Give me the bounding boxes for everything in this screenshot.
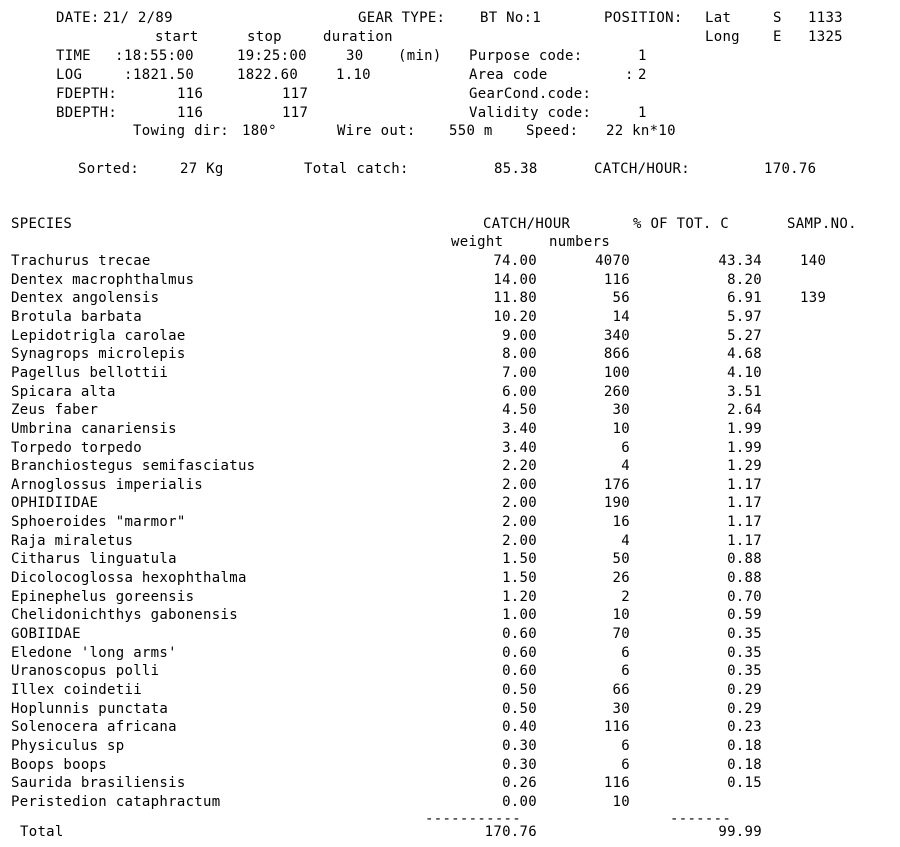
pct-value: 0.18 xyxy=(727,738,762,754)
numbers-value: 50 xyxy=(612,551,630,567)
species-name: Chelidonichthys gabonensis xyxy=(11,607,238,623)
total-catch-label: Total catch: xyxy=(304,161,409,177)
numbers-value: 116 xyxy=(603,272,630,288)
weight-value: 0.50 xyxy=(502,701,537,717)
numbers-value: 16 xyxy=(612,514,630,530)
species-name: Dicolocoglossa hexophthalma xyxy=(11,570,247,586)
towing-label: Towing dir: xyxy=(133,123,230,139)
numbers-value: 6 xyxy=(621,440,630,456)
time-start: 18:55:00 xyxy=(124,48,194,64)
area-value: 2 xyxy=(638,67,647,83)
numbers-value: 6 xyxy=(621,663,630,679)
speed-label: Speed: xyxy=(526,123,579,139)
numbers-value: 866 xyxy=(603,346,630,362)
numbers-value: 10 xyxy=(612,421,630,437)
towing-value: 180° xyxy=(242,123,277,139)
numbers-value: 26 xyxy=(612,570,630,586)
sorted-label: Sorted: xyxy=(78,161,140,177)
pct-value: 43.34 xyxy=(718,253,762,269)
weight-value: 0.60 xyxy=(502,645,537,661)
colon-mark: : xyxy=(625,67,634,83)
numbers-value: 10 xyxy=(612,794,630,810)
long-hemisphere: E xyxy=(773,29,782,45)
pct-total-rule: ------- xyxy=(670,811,732,827)
sample-number-header: SAMP.NO. xyxy=(787,216,857,232)
numbers-value: 100 xyxy=(603,365,630,381)
date-value: 21/ 2/89 xyxy=(103,10,173,26)
weight-value: 0.40 xyxy=(502,719,537,735)
species-name: Pagellus bellottii xyxy=(11,365,169,381)
catch-per-hour-value: 170.76 xyxy=(764,161,817,177)
species-name: Lepidotrigla carolae xyxy=(11,328,186,344)
numbers-value: 30 xyxy=(612,701,630,717)
weight-value: 11.80 xyxy=(493,290,537,306)
species-name: Synagrops microlepis xyxy=(11,346,186,362)
pct-value: 1.29 xyxy=(727,458,762,474)
weight-value: 0.30 xyxy=(502,738,537,754)
duration-unit: (min) xyxy=(398,48,442,64)
fdepth-start: 116 xyxy=(177,86,204,102)
pct-value: 0.15 xyxy=(727,775,762,791)
duration-value: 30 xyxy=(346,48,364,64)
total-weight: 170.76 xyxy=(484,824,537,840)
weight-value: 3.40 xyxy=(502,440,537,456)
position-label: POSITION: xyxy=(604,10,683,26)
col-start: start xyxy=(155,29,199,45)
species-name: GOBIIDAE xyxy=(11,626,81,642)
weight-value: 1.20 xyxy=(502,589,537,605)
weight-value: 2.00 xyxy=(502,477,537,493)
pct-value: 0.88 xyxy=(727,551,762,567)
weight-value: 9.00 xyxy=(502,328,537,344)
species-name: Hoplunnis punctata xyxy=(11,701,169,717)
log-start: 1821.50 xyxy=(133,67,195,83)
gear-type-label: GEAR TYPE: xyxy=(358,10,446,26)
weight-value: 74.00 xyxy=(493,253,537,269)
area-label: Area code xyxy=(469,67,548,83)
species-name: Dentex angolensis xyxy=(11,290,160,306)
species-name: Illex coindetii xyxy=(11,682,142,698)
weight-value: 1.00 xyxy=(502,607,537,623)
bdepth-stop: 117 xyxy=(282,105,309,121)
pct-value: 1.17 xyxy=(727,477,762,493)
numbers-value: 116 xyxy=(603,719,630,735)
pct-value: 1.17 xyxy=(727,533,762,549)
validity-label: Validity code: xyxy=(469,105,592,121)
species-name: Citharus linguatula xyxy=(11,551,177,567)
lat-hemisphere: S xyxy=(773,10,782,26)
numbers-value: 2 xyxy=(621,589,630,605)
gear-type-value: BT No:1 xyxy=(480,10,542,26)
pct-value: 0.35 xyxy=(727,663,762,679)
pct-value: 8.20 xyxy=(727,272,762,288)
log-diff: 1.10 xyxy=(336,67,371,83)
time-label: TIME xyxy=(56,48,91,64)
weight-total-rule: ----------- xyxy=(425,811,522,827)
total-catch-value: 85.38 xyxy=(494,161,538,177)
weight-value: 0.26 xyxy=(502,775,537,791)
species-name: Arnoglossus imperialis xyxy=(11,477,204,493)
numbers-value: 6 xyxy=(621,757,630,773)
colon-mark: : xyxy=(124,67,133,83)
weight-value: 6.00 xyxy=(502,384,537,400)
time-stop: 19:25:00 xyxy=(237,48,307,64)
species-name: Sphoeroides "marmor" xyxy=(11,514,186,530)
species-header: SPECIES xyxy=(11,216,73,232)
pct-value: 0.59 xyxy=(727,607,762,623)
catch-hour-header: CATCH/HOUR xyxy=(483,216,571,232)
pct-value: 0.23 xyxy=(727,719,762,735)
bdepth-label: BDEPTH: xyxy=(56,105,118,121)
wire-label: Wire out: xyxy=(337,123,416,139)
total-label: Total xyxy=(20,824,64,840)
species-name: Raja miraletus xyxy=(11,533,134,549)
weight-value: 1.50 xyxy=(502,551,537,567)
weight-value: 2.00 xyxy=(502,533,537,549)
numbers-value: 4 xyxy=(621,533,630,549)
weight-value: 0.30 xyxy=(502,757,537,773)
species-name: Umbrina canariensis xyxy=(11,421,177,437)
numbers-value: 176 xyxy=(603,477,630,493)
pct-value: 1.99 xyxy=(727,440,762,456)
numbers-value: 260 xyxy=(603,384,630,400)
sorted-value: 27 Kg xyxy=(180,161,224,177)
pct-value: 6.91 xyxy=(727,290,762,306)
weight-value: 10.20 xyxy=(493,309,537,325)
weight-value: 0.60 xyxy=(502,626,537,642)
pct-value: 1.99 xyxy=(727,421,762,437)
pct-value: 4.10 xyxy=(727,365,762,381)
species-name: OPHIDIIDAE xyxy=(11,495,99,511)
validity-value: 1 xyxy=(638,105,647,121)
numbers-subheader: numbers xyxy=(549,234,611,250)
numbers-value: 4070 xyxy=(595,253,630,269)
numbers-value: 14 xyxy=(612,309,630,325)
bdepth-start: 116 xyxy=(177,105,204,121)
species-name: Eledone 'long arms' xyxy=(11,645,177,661)
gearcond-label: GearCond.code: xyxy=(469,86,592,102)
weight-value: 2.20 xyxy=(502,458,537,474)
pct-value: 0.35 xyxy=(727,645,762,661)
col-duration: duration xyxy=(323,29,393,45)
weight-value: 0.00 xyxy=(502,794,537,810)
pct-value: 3.51 xyxy=(727,384,762,400)
numbers-value: 6 xyxy=(621,738,630,754)
fdepth-stop: 117 xyxy=(282,86,309,102)
weight-subheader: weight xyxy=(451,234,504,250)
pct-value: 0.88 xyxy=(727,570,762,586)
species-name: Spicara alta xyxy=(11,384,116,400)
weight-value: 7.00 xyxy=(502,365,537,381)
total-pct: 99.99 xyxy=(718,824,762,840)
pct-value: 0.29 xyxy=(727,701,762,717)
species-name: Epinephelus goreensis xyxy=(11,589,195,605)
species-name: Physiculus sp xyxy=(11,738,125,754)
numbers-value: 66 xyxy=(612,682,630,698)
weight-value: 8.00 xyxy=(502,346,537,362)
species-name: Zeus faber xyxy=(11,402,99,418)
weight-value: 2.00 xyxy=(502,495,537,511)
species-name: Trachurus trecae xyxy=(11,253,151,269)
numbers-value: 70 xyxy=(612,626,630,642)
pct-value: 1.17 xyxy=(727,495,762,511)
numbers-value: 116 xyxy=(603,775,630,791)
log-label: LOG xyxy=(56,67,83,83)
numbers-value: 30 xyxy=(612,402,630,418)
pct-value: 4.68 xyxy=(727,346,762,362)
numbers-value: 6 xyxy=(621,645,630,661)
species-name: Saurida brasiliensis xyxy=(11,775,186,791)
speed-value: 22 kn*10 xyxy=(606,123,676,139)
pct-value: 0.70 xyxy=(727,589,762,605)
purpose-value: 1 xyxy=(638,48,647,64)
weight-value: 1.50 xyxy=(502,570,537,586)
species-name: Torpedo torpedo xyxy=(11,440,142,456)
weight-value: 14.00 xyxy=(493,272,537,288)
wire-value: 550 m xyxy=(449,123,493,139)
date-label: DATE: xyxy=(56,10,100,26)
pct-value: 0.18 xyxy=(727,757,762,773)
species-name: Peristedion cataphractum xyxy=(11,794,221,810)
pct-value: 2.64 xyxy=(727,402,762,418)
col-stop: stop xyxy=(247,29,282,45)
sample-number-value: 139 xyxy=(800,290,827,306)
species-name: Boops boops xyxy=(11,757,108,773)
numbers-value: 56 xyxy=(612,290,630,306)
species-name: Uranoscopus polli xyxy=(11,663,160,679)
log-stop: 1822.60 xyxy=(237,67,299,83)
numbers-value: 4 xyxy=(621,458,630,474)
pct-value: 1.17 xyxy=(727,514,762,530)
pct-value: 5.97 xyxy=(727,309,762,325)
long-label: Long xyxy=(705,29,740,45)
species-name: Brotula barbata xyxy=(11,309,142,325)
sample-number-value: 140 xyxy=(800,253,827,269)
pct-value: 0.35 xyxy=(727,626,762,642)
weight-value: 4.50 xyxy=(502,402,537,418)
lat-value: 1133 xyxy=(808,10,843,26)
pct-value: 0.29 xyxy=(727,682,762,698)
weight-value: 3.40 xyxy=(502,421,537,437)
numbers-value: 340 xyxy=(603,328,630,344)
species-name: Solenocera africana xyxy=(11,719,177,735)
purpose-label: Purpose code: xyxy=(469,48,583,64)
lat-label: Lat xyxy=(705,10,732,26)
fdepth-label: FDEPTH: xyxy=(56,86,118,102)
weight-value: 2.00 xyxy=(502,514,537,530)
weight-value: 0.50 xyxy=(502,682,537,698)
pct-total-header: % OF TOT. C xyxy=(633,216,730,232)
weight-value: 0.60 xyxy=(502,663,537,679)
species-name: Dentex macrophthalmus xyxy=(11,272,195,288)
catch-per-hour-label: CATCH/HOUR: xyxy=(594,161,691,177)
pct-value: 5.27 xyxy=(727,328,762,344)
colon-mark: : xyxy=(115,48,124,64)
numbers-value: 10 xyxy=(612,607,630,623)
numbers-value: 190 xyxy=(603,495,630,511)
species-name: Branchiostegus semifasciatus xyxy=(11,458,256,474)
long-value: 1325 xyxy=(808,29,843,45)
